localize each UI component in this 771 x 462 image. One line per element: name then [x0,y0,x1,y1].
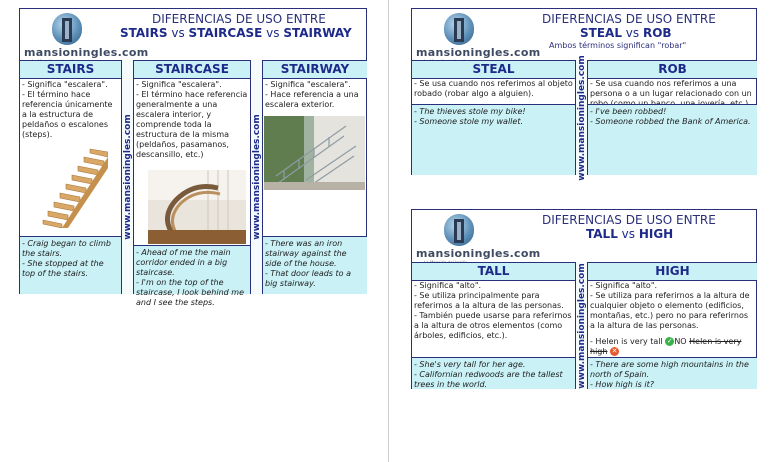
column-high [588,262,757,389]
watermark-strip: www.mansioningles.com [576,262,587,389]
examples-box: - I've been robbed! - Someone robbed the Bank of America. [588,104,757,175]
card-tall-high [411,209,757,389]
column-heading: ROB [588,60,757,79]
watermark-strip: www.mansioningles.com [576,54,587,181]
staircase-photo [148,170,246,244]
definition: - Significa "alto". - Se utiliza para referirnos a la altura de cualquier objeto o elemento (edificios, montañas, etc.) pero no para referirnos a la altura de las personas. - Helen is very tall ✓ NO Helen is very high ✕ [590,281,755,357]
card-title-line2: STAIRS vs STAIRCASE vs STAIRWAY [120,26,352,40]
card-title-line1: DIFERENCIAS DE USO ENTRE [152,12,326,26]
examples-box: - Ahead of me the main corridor ended in a big staircase. - I'm on the top of the staircase, I look behind me and I see the steps. [134,245,250,294]
stairs-photo [38,148,108,228]
card-title-line1: DIFERENCIAS DE USO ENTRE [542,12,716,26]
check-icon: ✓ [666,337,673,345]
column-stairway [263,60,367,294]
building-icon [52,13,82,45]
column-stairs [20,60,121,294]
brand-name: mansioningles.com [416,46,541,59]
brand-logo [416,13,541,63]
column-heading: STAIRCASE [134,60,250,79]
cross-icon: ✕ [611,347,618,355]
card-title-line2: STEAL vs ROB [580,26,672,40]
brand-name: mansioningles.com [24,46,149,59]
building-icon [444,214,474,246]
examples-box: - Craig began to climb the stairs. - She stopped at the top of the stairs. [20,236,121,294]
watermark-strip: www.mansioningles.com [250,60,263,294]
definition: - Se usa cuando nos referimos al objeto robado (robar algo a alguien). [414,79,573,98]
definition: - Significa "escalera". - El término hace referencia generalmente a una escalera interior, y comprende toda la estructura de la misma (peldaños, pasamanos, descansillo, etc.) [136,80,248,159]
card-note: Ambos términos significan "robar" [549,41,687,50]
column-staircase [134,60,250,307]
column-steal [412,60,575,175]
column-heading: STAIRWAY [263,60,367,79]
examples-box: - There are some high mountains in the north of Spain. - How high is it? [588,357,757,389]
column-heading: STAIRS [20,60,121,79]
watermark-strip: www.mansioningles.com [121,60,134,294]
page-divider [388,0,389,462]
brand-logo [416,214,541,264]
brand-logo [24,13,149,63]
examples-box: - The thieves stole my bike! - Someone stole my wallet. [412,104,575,175]
card-title-line2: TALL vs HIGH [586,227,674,241]
definition: - Significa "escalera". - Hace referencia a una escalera exterior. [265,80,359,109]
stairway-photo [264,116,365,190]
column-tall [412,262,575,389]
usage-compare: - Helen is very tall ✓ NO Helen is very high ✕ [590,337,742,356]
column-heading: STEAL [412,60,575,79]
building-icon [444,13,474,45]
card-title-line1: DIFERENCIAS DE USO ENTRE [542,213,716,227]
column-heading: TALL [412,262,575,281]
examples-box: - She's very tall for her age. - Californian redwoods are the tallest trees in the world. [412,357,575,389]
examples-box: - There was an iron stairway against the side of the house. - That door leads to a big stairway. [263,236,367,294]
card-steal-rob [411,8,757,181]
card-stairs [19,8,367,307]
definition: - Se usa cuando nos referimos a una persona o a un lugar relacionado con un [590,79,752,98]
column-rob [588,60,757,175]
column-heading: HIGH [588,262,757,281]
definition: - Significa "alto". - Se utiliza principalmente para referirnos a la altura de las personas. - También puede usarse para referirnos a la altura de otros elementos (como árboles, edificios, etc.). [414,281,572,340]
brand-name: mansioningles.com [416,247,541,260]
definition: - Significa "escalera". - El término hace referencia únicamente a la estructura de peldaños o escalones (steps). [22,80,113,139]
